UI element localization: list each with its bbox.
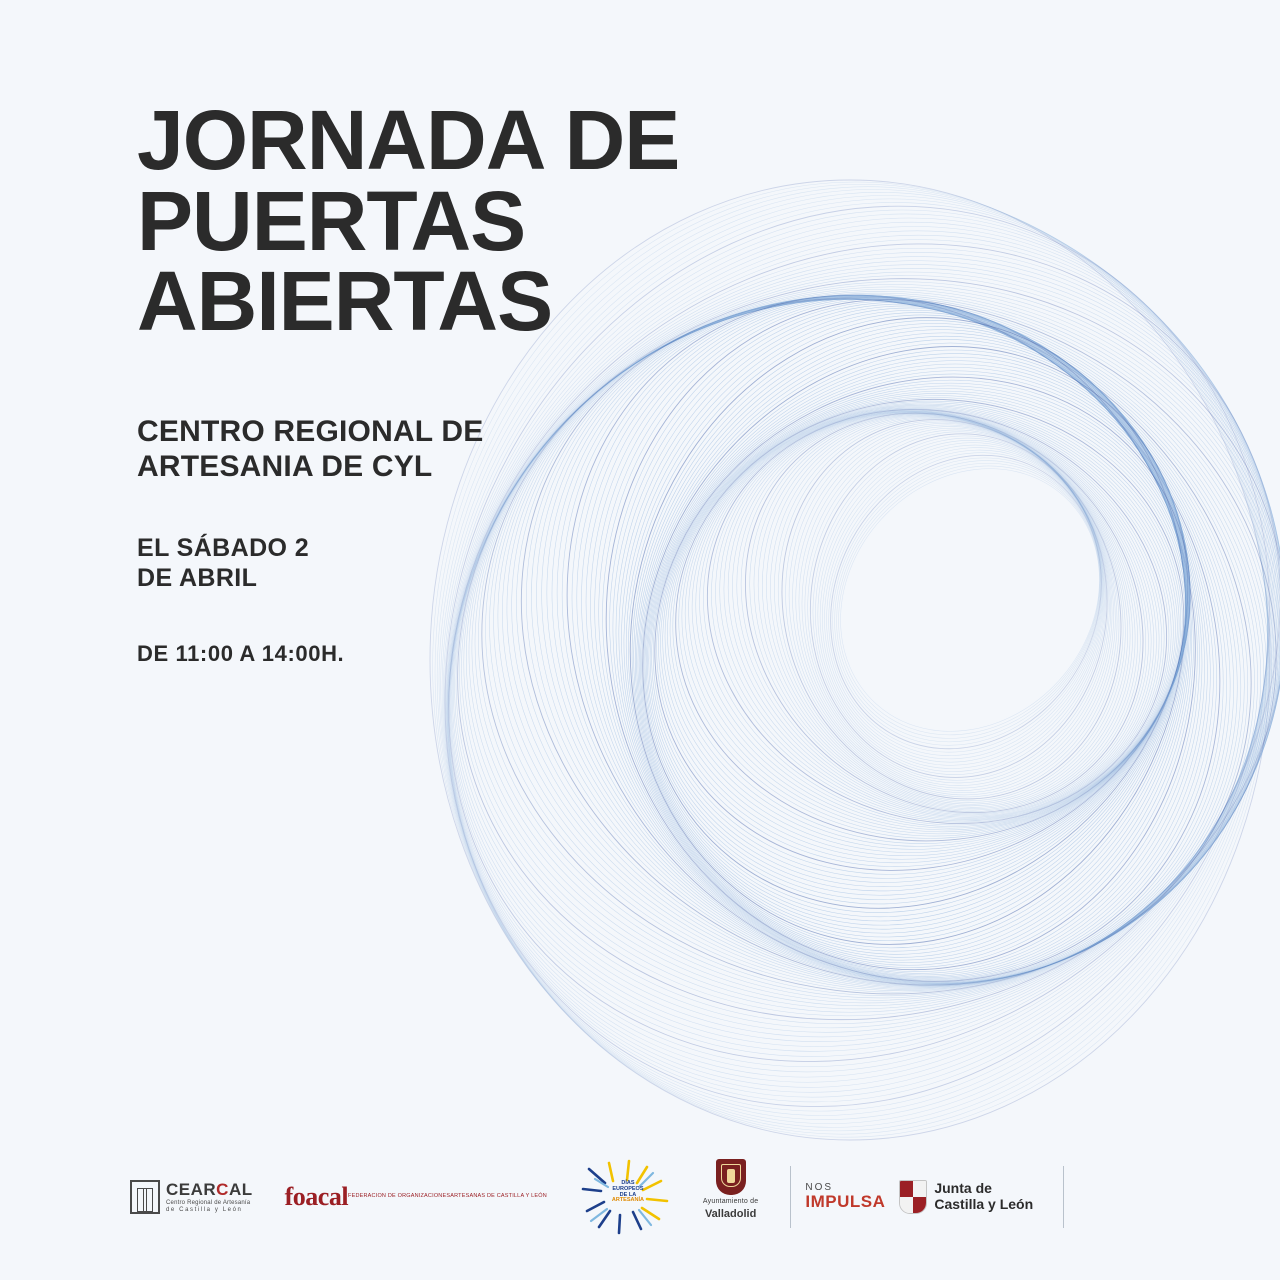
logo-ayuntamiento-valladolid — [703, 1159, 758, 1235]
headline-line-1: JORNADA DE — [137, 93, 680, 187]
nos-impulsa-bottom: IMPULSA — [805, 1192, 886, 1212]
junta-line-2: Castilla y León — [934, 1196, 1034, 1212]
nos-impulsa-top: NOS — [805, 1181, 834, 1193]
cearcal-subtitle-2: de Castilla y León — [166, 1207, 243, 1213]
valladolid-city: Valladolid — [704, 1208, 757, 1221]
logo-cearcal — [130, 1159, 253, 1235]
junta-wordmark — [934, 1181, 1033, 1212]
event-date-line-2: DE ABRIL — [137, 563, 258, 592]
valladolid-shield-icon — [716, 1159, 746, 1195]
dea-line-3: DE LA — [619, 1191, 637, 1198]
poster-text-block — [137, 93, 777, 667]
dea-line-4: ARTESANÍA — [611, 1197, 644, 1204]
event-date-line-1: EL SÁBADO 2 — [137, 533, 310, 562]
junta-mark — [899, 1180, 1033, 1214]
venue-line-1: CENTRO REGIONAL DE — [137, 414, 484, 448]
cearcal-subtitle-1: Centro Regional de Artesanía — [166, 1200, 251, 1206]
event-date — [137, 533, 777, 593]
logo-strip-divider — [1063, 1166, 1064, 1228]
logo-junta-castilla-y-leon — [790, 1166, 1064, 1228]
cearcal-building-icon — [130, 1180, 160, 1214]
page-title — [137, 93, 777, 349]
dea-line-2: EUROPEOS — [612, 1185, 644, 1192]
headline-line-2: PUERTAS — [137, 173, 526, 268]
junta-line-1: Junta de — [934, 1180, 992, 1197]
foacal-subtitle-2: ARTESANAS DE CASTILLA Y LEÓN — [450, 1193, 547, 1200]
valladolid-caption: Ayuntamiento de — [702, 1198, 759, 1205]
foacal-wordmark: foacal — [284, 1182, 349, 1211]
logo-dias-europeos-artesania — [579, 1159, 671, 1235]
foacal-subtitle-1: FEDERACION DE ORGANIZACIONES — [348, 1193, 451, 1200]
nos-impulsa-wordmark — [805, 1183, 885, 1211]
logo-foacal — [285, 1159, 547, 1235]
event-time: DE 11:00 A 14:00H. — [137, 640, 345, 666]
venue-subheading — [137, 414, 777, 485]
dea-line-1: DÍAS — [621, 1180, 635, 1186]
junta-shield-icon — [899, 1180, 927, 1214]
dias-artesania-wordmark — [605, 1181, 651, 1204]
venue-line-2: ARTESANIA DE CYL — [137, 450, 433, 484]
cearcal-wordmark: CEARCAL — [166, 1180, 253, 1199]
sponsor-logo-strip — [130, 1152, 1064, 1242]
headline-line-3: ABIERTAS — [137, 254, 553, 349]
